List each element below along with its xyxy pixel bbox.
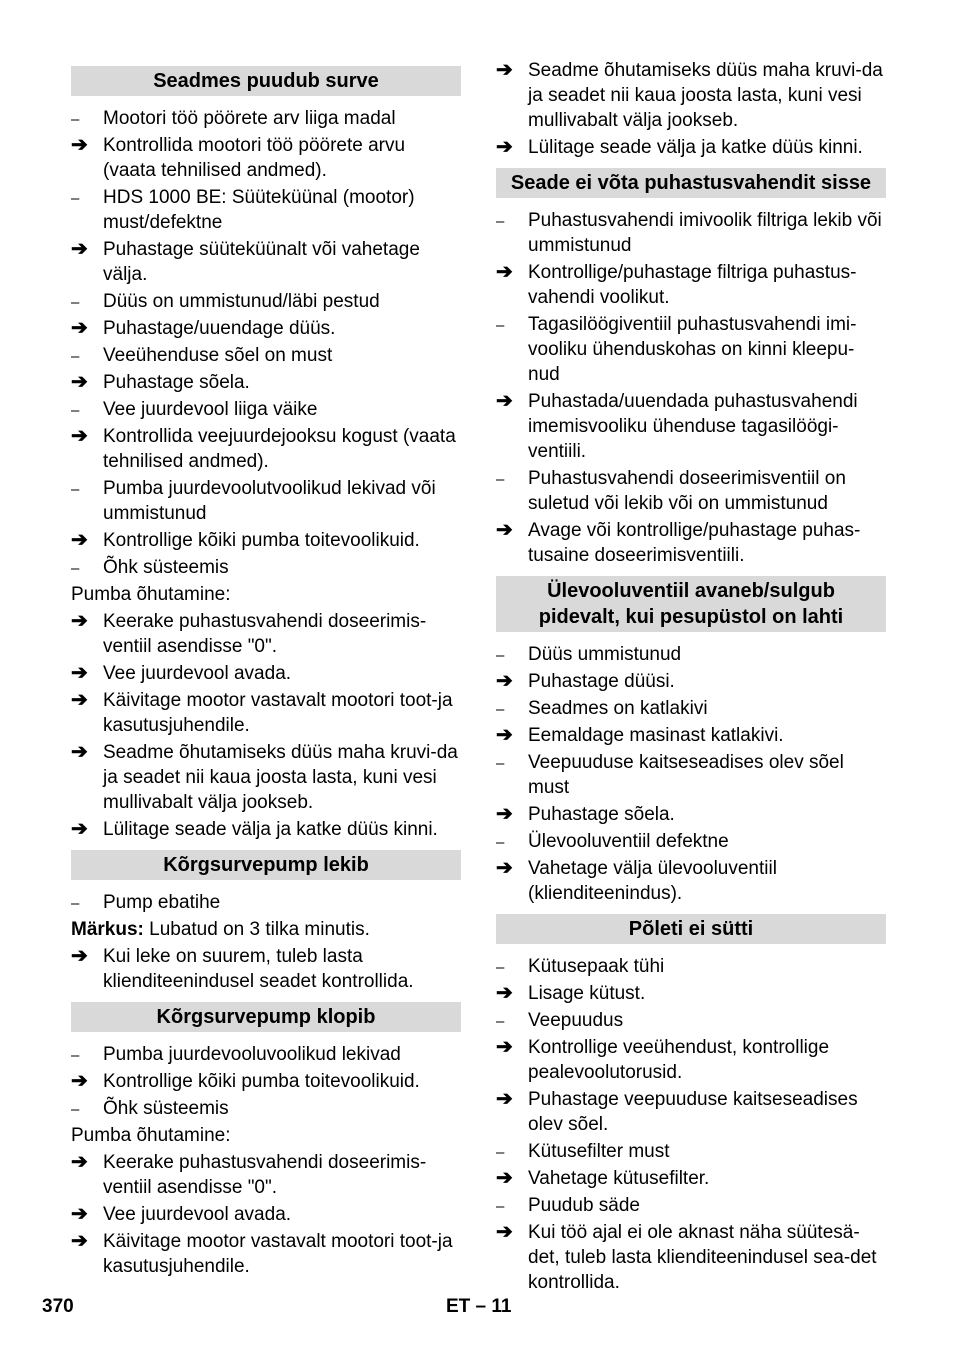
- item-text: HDS 1000 BE: Süüteküünal (mootor) must/defektne: [103, 187, 415, 233]
- remedy-item: [71, 688, 461, 738]
- problem-item: [71, 476, 461, 526]
- remedy-item: [71, 237, 461, 287]
- arrow-right-icon: ➔: [496, 724, 513, 746]
- item-text: Tagasilöögiventiil puhastusvahendi imi-vooliku ühenduskohas on kinni kleepu-nud: [528, 314, 857, 385]
- remedy-item: [496, 1035, 886, 1085]
- arrow-right-icon: ➔: [496, 670, 513, 692]
- arrow-right-icon: ➔: [71, 662, 88, 684]
- problem-item: [496, 208, 886, 258]
- remedy-item: [496, 1087, 886, 1137]
- item-text: Lülitage seade välja ja katke düüs kinni.: [103, 819, 438, 840]
- item-text: Pumba juurdevooluvoolikud lekivad: [103, 1044, 401, 1065]
- remedy-item: [71, 424, 461, 474]
- item-text: Veeühenduse sõel on must: [103, 345, 333, 366]
- problem-item: [496, 954, 886, 979]
- body-text: Pumba õhutamine:: [71, 584, 231, 605]
- item-text: Kütusefilter must: [528, 1141, 670, 1162]
- item-text: Vee juurdevool avada.: [103, 663, 292, 684]
- item-text: Puhastage veepuuduse kaitseseadises olev sõel.: [528, 1089, 858, 1135]
- item-text: Käivitage mootor vastavalt mootori toot-ja kasutusjuhendile.: [103, 1231, 453, 1277]
- item-text: Mootori töö pöörete arv liiga madal: [103, 108, 396, 129]
- arrow-right-icon: ➔: [496, 136, 513, 158]
- dash-bullet-icon: –: [496, 471, 505, 488]
- item-text: Kontrollige kõiki pumba toitevoolikuid.: [103, 1071, 420, 1092]
- item-text: Puudub säde: [528, 1195, 640, 1216]
- item-text: Puhastusvahendi imivoolik filtriga lekib või ummistunud: [528, 210, 882, 256]
- arrow-right-icon: ➔: [496, 1036, 513, 1058]
- dash-bullet-icon: –: [496, 213, 505, 230]
- problem-item: [71, 289, 461, 314]
- arrow-right-icon: ➔: [71, 238, 88, 260]
- problem-item: [496, 1193, 886, 1218]
- arrow-right-icon: ➔: [71, 425, 88, 447]
- item-text: Vahetage välja ülevooluventiil (klienditeenindus).: [528, 858, 777, 904]
- item-text: Puhastage sõela.: [103, 372, 250, 393]
- arrow-right-icon: ➔: [71, 529, 88, 551]
- remedy-item: [71, 370, 461, 395]
- problem-item: [71, 890, 461, 915]
- arrow-right-icon: ➔: [71, 1151, 88, 1173]
- item-text: Vee juurdevool avada.: [103, 1204, 292, 1225]
- remedy-item: [496, 856, 886, 906]
- dash-bullet-icon: –: [71, 111, 80, 128]
- item-text: Kütusepaak tühi: [528, 956, 665, 977]
- remedy-item: [496, 669, 886, 694]
- problem-item: [71, 185, 461, 235]
- item-text: Seadme õhutamiseks düüs maha kruvi-da ja seadet nii kaua joosta lasta, kuni vesi mullivabalt välja jookseb.: [528, 60, 883, 131]
- arrow-right-icon: ➔: [496, 1088, 513, 1110]
- item-text: Käivitage mootor vastavalt mootori toot-ja kasutusjuhendile.: [103, 690, 453, 736]
- remedy-item: [496, 1220, 886, 1295]
- arrow-right-icon: ➔: [496, 390, 513, 412]
- left-column: [71, 58, 461, 1281]
- item-text: Pump ebatihe: [103, 892, 221, 913]
- dash-bullet-icon: –: [71, 294, 80, 311]
- arrow-right-icon: ➔: [496, 1221, 513, 1243]
- problem-item: [71, 343, 461, 368]
- remedy-item: [71, 528, 461, 553]
- arrow-right-icon: ➔: [496, 803, 513, 825]
- arrow-right-icon: ➔: [71, 1203, 88, 1225]
- remedy-item: [496, 802, 886, 827]
- item-text: Düüs on ummistunud/läbi pestud: [103, 291, 380, 312]
- item-text: Veepuudus: [528, 1010, 624, 1031]
- item-text: Lülitage seade välja ja katke düüs kinni.: [528, 137, 863, 158]
- arrow-right-icon: ➔: [496, 261, 513, 283]
- section-heading: Seadmes puudub surve: [71, 66, 461, 96]
- item-text: Kontrollige veeühendust, kontrollige pealevoolutorusid.: [528, 1037, 830, 1083]
- section-heading: Põleti ei sütti: [496, 914, 886, 944]
- problem-item: [496, 829, 886, 854]
- remedy-item: [496, 723, 886, 748]
- item-text: Puhastada/uuendada puhastusvahendi imemisvooliku ühenduse tagasilöögi-ventiili.: [528, 391, 858, 462]
- arrow-right-icon: ➔: [71, 689, 88, 711]
- language-page-label: ET – 11: [446, 1296, 512, 1317]
- dash-bullet-icon: –: [496, 647, 505, 664]
- remedy-item: [496, 135, 886, 160]
- dash-bullet-icon: –: [71, 402, 80, 419]
- item-text: Pumba juurdevoolutvoolikud lekivad või ummistunud: [103, 478, 436, 524]
- remedy-item: [71, 944, 461, 994]
- remedy-item: [71, 817, 461, 842]
- arrow-right-icon: ➔: [71, 610, 88, 632]
- item-text: Kontrollige/puhastage filtriga puhastus-vahendi voolikut.: [528, 262, 857, 308]
- item-text: Ülevooluventiil defektne: [528, 831, 729, 852]
- dash-bullet-icon: –: [71, 1047, 80, 1064]
- arrow-right-icon: ➔: [71, 741, 88, 763]
- item-text: Eemaldage masinast katlakivi.: [528, 725, 784, 746]
- item-text: Keerake puhastusvahendi doseerimis-ventiil asendisse "0".: [103, 1152, 427, 1198]
- item-text: Seadmes on katlakivi: [528, 698, 708, 719]
- remedy-item: [71, 1202, 461, 1227]
- remedy-item: [496, 981, 886, 1006]
- dash-bullet-icon: –: [496, 755, 505, 772]
- item-text: Puhastusvahendi doseerimisventiil on suletud või lekib või on ummistunud: [528, 468, 846, 514]
- item-text: Kontrollige kõiki pumba toitevoolikuid.: [103, 530, 420, 551]
- arrow-right-icon: ➔: [71, 317, 88, 339]
- item-text: Vee juurdevool liiga väike: [103, 399, 318, 420]
- item-text: Puhastage düüsi.: [528, 671, 675, 692]
- dash-bullet-icon: –: [71, 348, 80, 365]
- arrow-right-icon: ➔: [71, 371, 88, 393]
- section-heading: Kõrgsurvepump klopib: [71, 1002, 461, 1032]
- remedy-item: [71, 1150, 461, 1200]
- problem-item: [71, 1042, 461, 1067]
- item-text: Kontrollida mootori töö pöörete arvu (vaata tehnilised andmed).: [103, 135, 406, 181]
- problem-item: [71, 555, 461, 580]
- problem-item: [71, 397, 461, 422]
- problem-item: [496, 312, 886, 387]
- arrow-right-icon: ➔: [71, 818, 88, 840]
- section-heading: Kõrgsurvepump lekib: [71, 850, 461, 880]
- section-heading: Ülevooluventiil avaneb/sulgub pidevalt, kui pesupüstol on lahti: [496, 576, 886, 632]
- arrow-right-icon: ➔: [496, 982, 513, 1004]
- item-text: Vahetage kütusefilter.: [528, 1168, 710, 1189]
- dash-bullet-icon: –: [496, 1013, 505, 1030]
- arrow-right-icon: ➔: [496, 1167, 513, 1189]
- remedy-item: [496, 58, 886, 133]
- dash-bullet-icon: –: [496, 1198, 505, 1215]
- item-text: Kui leke on suurem, tuleb lasta klienditeenindusel seadet kontrollida.: [103, 946, 414, 992]
- section-heading: Seade ei võta puhastusvahendit sisse: [496, 168, 886, 198]
- item-text: Seadme õhutamiseks düüs maha kruvi-da ja seadet nii kaua joosta lasta, kuni vesi mullivabalt välja jookseb.: [103, 742, 458, 813]
- dash-bullet-icon: –: [496, 317, 505, 334]
- dash-bullet-icon: –: [71, 1101, 80, 1118]
- arrow-right-icon: ➔: [71, 945, 88, 967]
- problem-item: [71, 1096, 461, 1121]
- remedy-item: [496, 518, 886, 568]
- remedy-item: [71, 661, 461, 686]
- remedy-item: [71, 609, 461, 659]
- note-body: Lubatud on 3 tilka minutis.: [143, 919, 370, 940]
- item-text: Puhastage süüteküünalt või vahetage välja.: [103, 239, 420, 285]
- item-text: Kontrollida veejuurdejooksu kogust (vaata tehnilised andmed).: [103, 426, 456, 472]
- arrow-right-icon: ➔: [496, 857, 513, 879]
- item-text: Puhastage/uuendage düüs.: [103, 318, 336, 339]
- arrow-right-icon: ➔: [496, 519, 513, 541]
- remedy-item: [71, 316, 461, 341]
- body-text: Pumba õhutamine:: [71, 1125, 231, 1146]
- remedy-item: [71, 1069, 461, 1094]
- arrow-right-icon: ➔: [496, 59, 513, 81]
- item-text: Kui töö ajal ei ole aknast näha süütesä-det, tuleb lasta klienditeenindusel sea-det kontrollida.: [528, 1222, 877, 1293]
- dash-bullet-icon: –: [71, 481, 80, 498]
- right-column: [496, 58, 886, 1297]
- arrow-right-icon: ➔: [71, 1070, 88, 1092]
- note-label: Märkus:: [71, 919, 144, 940]
- item-text: Keerake puhastusvahendi doseerimis-ventiil asendisse "0".: [103, 611, 427, 657]
- remedy-item: [496, 389, 886, 464]
- item-text: Õhk süsteemis: [103, 1098, 229, 1119]
- dash-bullet-icon: –: [71, 190, 80, 207]
- remedy-item: [496, 260, 886, 310]
- item-text: Puhastage sõela.: [528, 804, 675, 825]
- dash-bullet-icon: –: [496, 1144, 505, 1161]
- arrow-right-icon: ➔: [71, 134, 88, 156]
- problem-item: [71, 106, 461, 131]
- dash-bullet-icon: –: [496, 834, 505, 851]
- item-text: Düüs ummistunud: [528, 644, 682, 665]
- problem-item: [496, 696, 886, 721]
- dash-bullet-icon: –: [496, 959, 505, 976]
- dash-bullet-icon: –: [71, 895, 80, 912]
- remedy-item: [71, 1229, 461, 1279]
- dash-bullet-icon: –: [496, 701, 505, 718]
- remedy-item: [71, 740, 461, 815]
- problem-item: [496, 1008, 886, 1033]
- note-text: [71, 917, 461, 942]
- item-text: Õhk süsteemis: [103, 557, 229, 578]
- item-text: Avage või kontrollige/puhastage puhas-tusaine doseerimisventiili.: [528, 520, 861, 566]
- page-number: 370: [42, 1296, 74, 1317]
- dash-bullet-icon: –: [71, 560, 80, 577]
- item-text: Lisage kütust.: [528, 983, 646, 1004]
- problem-item: [496, 642, 886, 667]
- remedy-item: [71, 133, 461, 183]
- problem-item: [496, 1139, 886, 1164]
- problem-item: [496, 466, 886, 516]
- remedy-item: [496, 1166, 886, 1191]
- arrow-right-icon: ➔: [71, 1230, 88, 1252]
- problem-item: [496, 750, 886, 800]
- item-text: Veepuuduse kaitseseadises olev sõel must: [528, 752, 844, 798]
